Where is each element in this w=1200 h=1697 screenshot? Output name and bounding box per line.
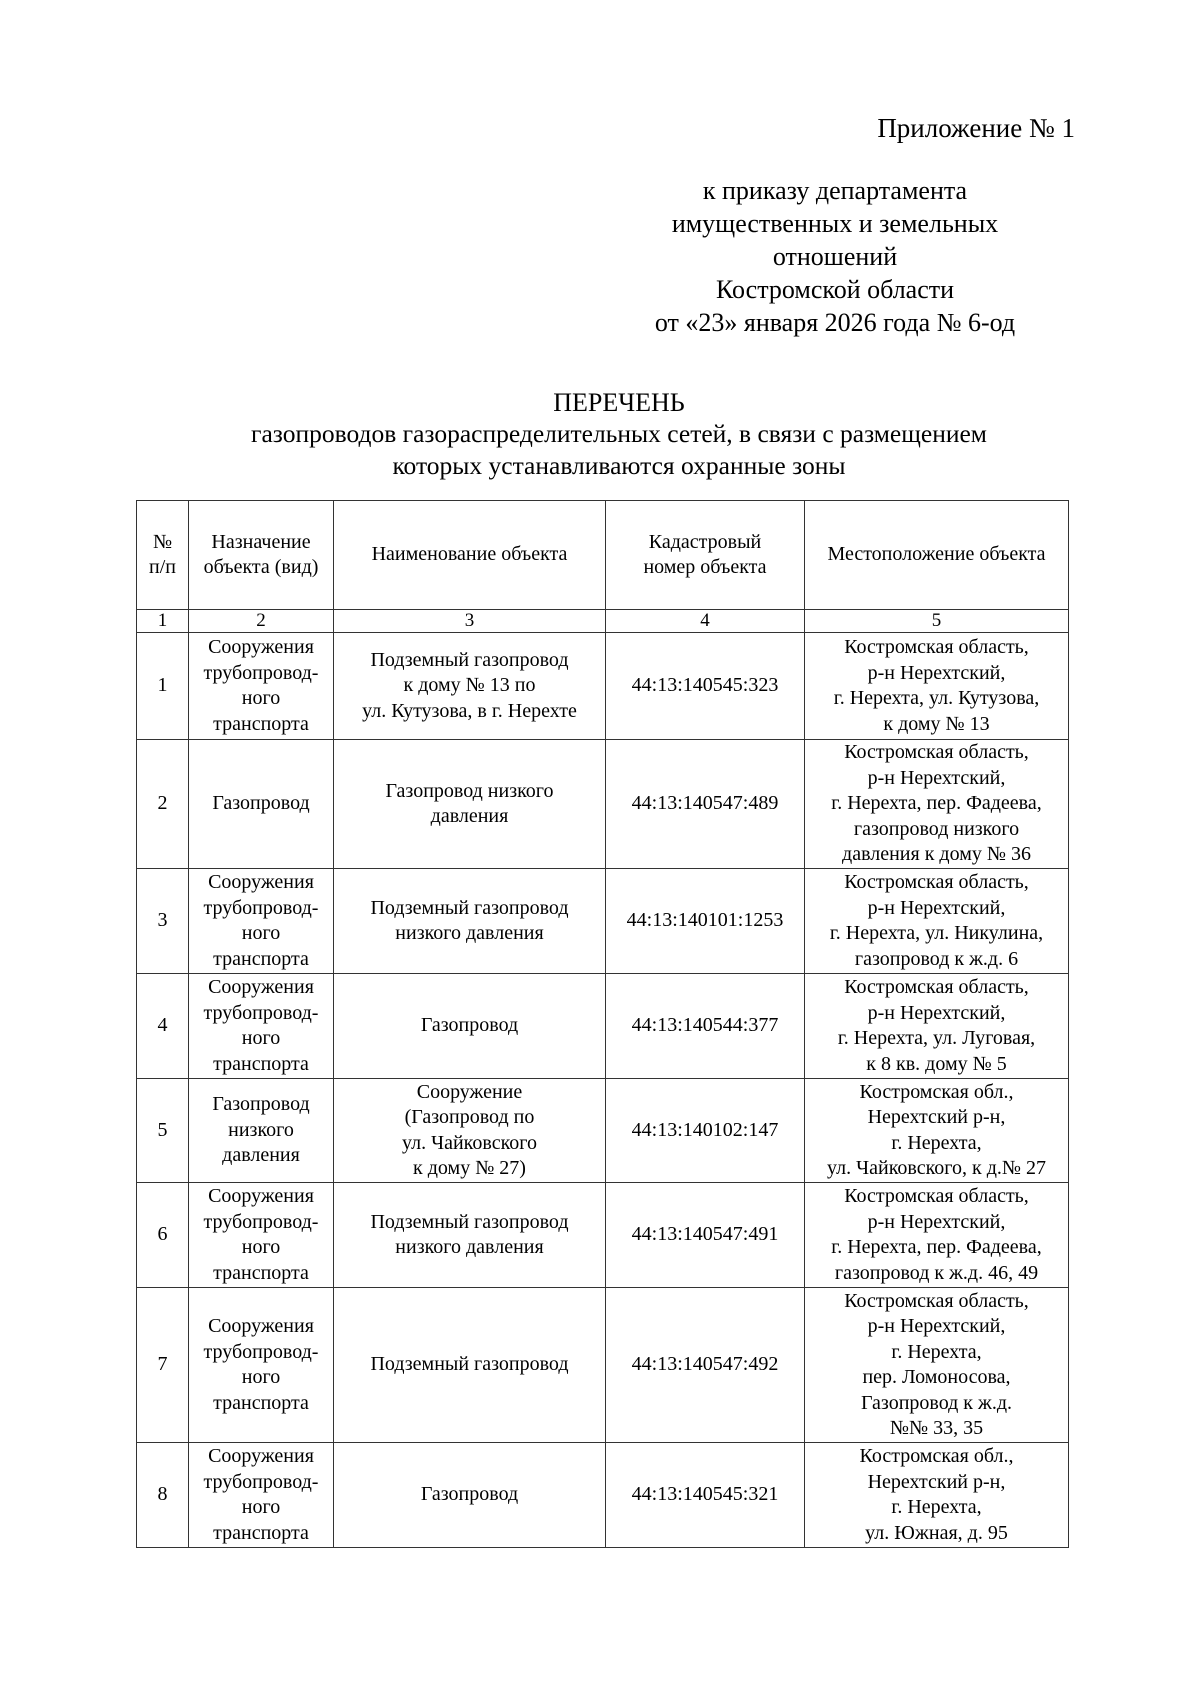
row-name: Подземный газопровод низкого давления xyxy=(334,1183,606,1288)
row-purpose: Сооружения трубопровод- ного транспорта xyxy=(189,1443,334,1548)
pipelines-table xyxy=(136,500,1069,1548)
row-number: 3 xyxy=(137,869,189,974)
row-name: Подземный газопровод к дому № 13 по ул. Кутузова, в г. Нерехте xyxy=(334,633,606,740)
table-header-row xyxy=(137,501,1069,610)
header-location: Местоположение объекта xyxy=(805,501,1069,610)
appendix-label: Приложение № 1 xyxy=(877,113,1075,143)
table-row xyxy=(137,974,1069,1079)
table-row xyxy=(137,869,1069,974)
header-number: № п/п xyxy=(137,501,189,610)
row-location: Костромская обл., Нерехтский р-н, г. Нерехта, ул. Южная, д. 95 xyxy=(805,1443,1069,1548)
row-name: Подземный газопровод xyxy=(334,1288,606,1443)
row-purpose: Сооружения трубопровод- ного транспорта xyxy=(189,869,334,974)
row-cadastral: 44:13:140545:323 xyxy=(606,633,805,740)
row-purpose: Сооружения трубопровод- ного транспорта xyxy=(189,633,334,740)
row-cadastral: 44:13:140547:492 xyxy=(606,1288,805,1443)
order-line: к приказу департамента xyxy=(702,176,968,205)
row-number: 4 xyxy=(137,974,189,1079)
order-reference xyxy=(620,174,1050,339)
document-subtitle xyxy=(0,418,1200,482)
row-purpose: Сооружения трубопровод- ного транспорта xyxy=(189,974,334,1079)
row-location: Костромская область, р-н Нерехтский, г. Нерехта, ул. Никулина, газопровод к ж.д. 6 xyxy=(805,869,1069,974)
order-line: Костромской области xyxy=(715,275,955,304)
row-number: 8 xyxy=(137,1443,189,1548)
row-number: 6 xyxy=(137,1183,189,1288)
row-purpose: Сооружения трубопровод- ного транспорта xyxy=(189,1288,334,1443)
row-cadastral: 44:13:140101:1253 xyxy=(606,869,805,974)
column-number: 2 xyxy=(189,610,334,633)
row-cadastral: 44:13:140547:489 xyxy=(606,740,805,869)
row-location: Костромская область, р-н Нерехтский, г. Нерехта, ул. Кутузова, к дому № 13 xyxy=(805,633,1069,740)
subtitle-line: газопроводов газораспределительных сетей, в связи с размещением xyxy=(251,419,987,448)
header-purpose: Назначение объекта (вид) xyxy=(189,501,334,610)
row-purpose: Газопровод xyxy=(189,740,334,869)
order-line: от «23» января 2026 года № 6-од xyxy=(654,308,1016,337)
row-number: 5 xyxy=(137,1079,189,1183)
row-name: Газопровод низкого давления xyxy=(334,740,606,869)
column-number: 1 xyxy=(137,610,189,633)
column-numbers-row xyxy=(137,610,1069,633)
table-row xyxy=(137,740,1069,869)
table-row xyxy=(137,1443,1069,1548)
table-row xyxy=(137,1079,1069,1183)
column-number: 5 xyxy=(805,610,1069,633)
row-location: Костромская область, р-н Нерехтский, г. Нерехта, пер. Ломоносова, Газопровод к ж.д. №№ 33, 35 xyxy=(805,1288,1069,1443)
row-location: Костромская обл., Нерехтский р-н, г. Нерехта, ул. Чайковского, к д.№ 27 xyxy=(805,1079,1069,1183)
order-line: отношений xyxy=(772,242,898,271)
row-number: 2 xyxy=(137,740,189,869)
row-name: Газопровод xyxy=(334,1443,606,1548)
table-row xyxy=(137,1183,1069,1288)
row-number: 7 xyxy=(137,1288,189,1443)
row-purpose: Сооружения трубопровод- ного транспорта xyxy=(189,1183,334,1288)
row-location: Костромская область, р-н Нерехтский, г. Нерехта, пер. Фадеева, газопровод к ж.д. 46, 49 xyxy=(805,1183,1069,1288)
table-row xyxy=(137,633,1069,740)
order-line: имущественных и земельных xyxy=(671,209,999,238)
subtitle-line: которых устанавливаются охранные зоны xyxy=(392,451,846,480)
column-number: 3 xyxy=(334,610,606,633)
row-cadastral: 44:13:140102:147 xyxy=(606,1079,805,1183)
document-title: ПЕРЕЧЕНЬ xyxy=(553,388,685,417)
row-name: Подземный газопровод низкого давления xyxy=(334,869,606,974)
row-cadastral: 44:13:140547:491 xyxy=(606,1183,805,1288)
row-name: Газопровод xyxy=(334,974,606,1079)
table-row xyxy=(137,1288,1069,1443)
row-name: Сооружение (Газопровод по ул. Чайковского к дому № 27) xyxy=(334,1079,606,1183)
row-cadastral: 44:13:140545:321 xyxy=(606,1443,805,1548)
row-number: 1 xyxy=(137,633,189,740)
column-number: 4 xyxy=(606,610,805,633)
row-cadastral: 44:13:140544:377 xyxy=(606,974,805,1079)
header-cadastral: Кадастровый номер объекта xyxy=(606,501,805,610)
row-location: Костромская область, р-н Нерехтский, г. Нерехта, пер. Фадеева, газопровод низкого давления к дому № 36 xyxy=(805,740,1069,869)
header-name: Наименование объекта xyxy=(334,501,606,610)
row-purpose: Газопровод низкого давления xyxy=(189,1079,334,1183)
row-location: Костромская область, р-н Нерехтский, г. Нерехта, ул. Луговая, к 8 кв. дому № 5 xyxy=(805,974,1069,1079)
